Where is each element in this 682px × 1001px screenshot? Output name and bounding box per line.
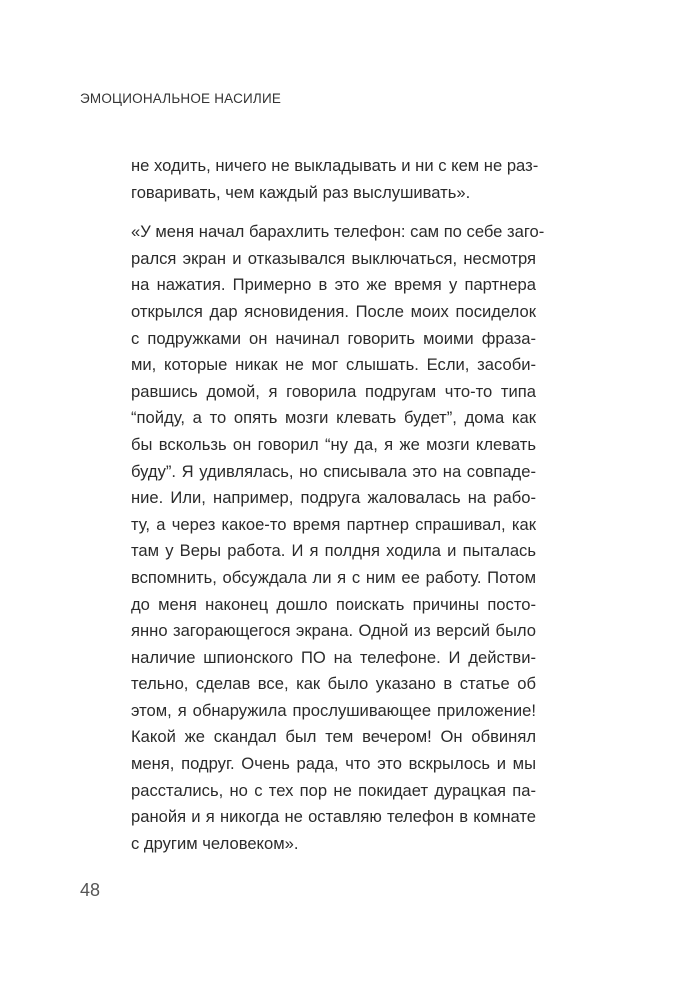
text-line: янно загорающегося экрана. Одной из версий было [131,621,536,641]
text-line: «У меня начал барахлить телефон: сам по себе заго- [131,222,545,242]
paragraph [131,219,545,857]
text-line: Какой же скандал был тем вечером! Он обвинял [131,727,536,747]
text-line: “пойду, а то опять мозги клевать будет”, дома как [131,408,536,428]
text-line: расстались, но с тех пор не покидает дурацкая па- [131,780,536,800]
text-line: ми, которые никак не мог слышать. Если, засоби- [131,355,536,375]
text-line: ту, а через какое-то время партнер спрашивал, как [131,514,536,534]
text-line: на нажатия. Примерно в это же время у партнера [131,275,536,295]
text-line: тельно, сделав все, как было указано в статье об [131,674,536,694]
text-line: ранойя и я никогда не оставляю телефон в комнате [131,807,536,827]
text-line: равшись домой, я говорила подругам что-то типа [131,381,536,401]
running-head: ЭМОЦИОНАЛЬНОЕ НАСИЛИЕ [80,91,282,106]
body-text [131,153,545,857]
paragraph [131,153,539,206]
text-line: наличие шпионского ПО на телефоне. И действи- [131,647,536,667]
text-line: вспомнить, обсуждала ли я с ним ее работу. Потом [131,567,536,587]
text-line: говаривать, чем каждый раз выслушивать». [131,182,471,202]
text-line: этом, я обнаружила прослушивающее приложение! [131,700,536,720]
text-line: с подружками он начинал говорить моими фраза- [131,328,536,348]
text-line: там у Веры работа. И я полдня ходила и пыталась [131,541,536,561]
page-number: 48 [80,880,101,900]
text-line: рался экран и отказывался выключаться, несмотря [131,248,536,268]
text-line: меня, подруг. Очень рада, что это вскрылось и мы [131,754,536,774]
text-line: открылся дар ясновидения. После моих посиделок [131,301,536,321]
text-line: до меня наконец дошло поискать причины посто- [131,594,536,614]
text-line: бы вскользь он говорил “ну да, я же мозги клевать [131,434,536,454]
text-line: с другим человеком». [131,833,299,853]
text-line: не ходить, ничего не выкладывать и ни с кем не раз- [131,156,539,175]
text-line: буду”. Я удивлялась, но списывала это на совпаде- [131,461,536,481]
text-line: ние. Или, например, подруга жаловалась на рабо- [131,488,536,508]
